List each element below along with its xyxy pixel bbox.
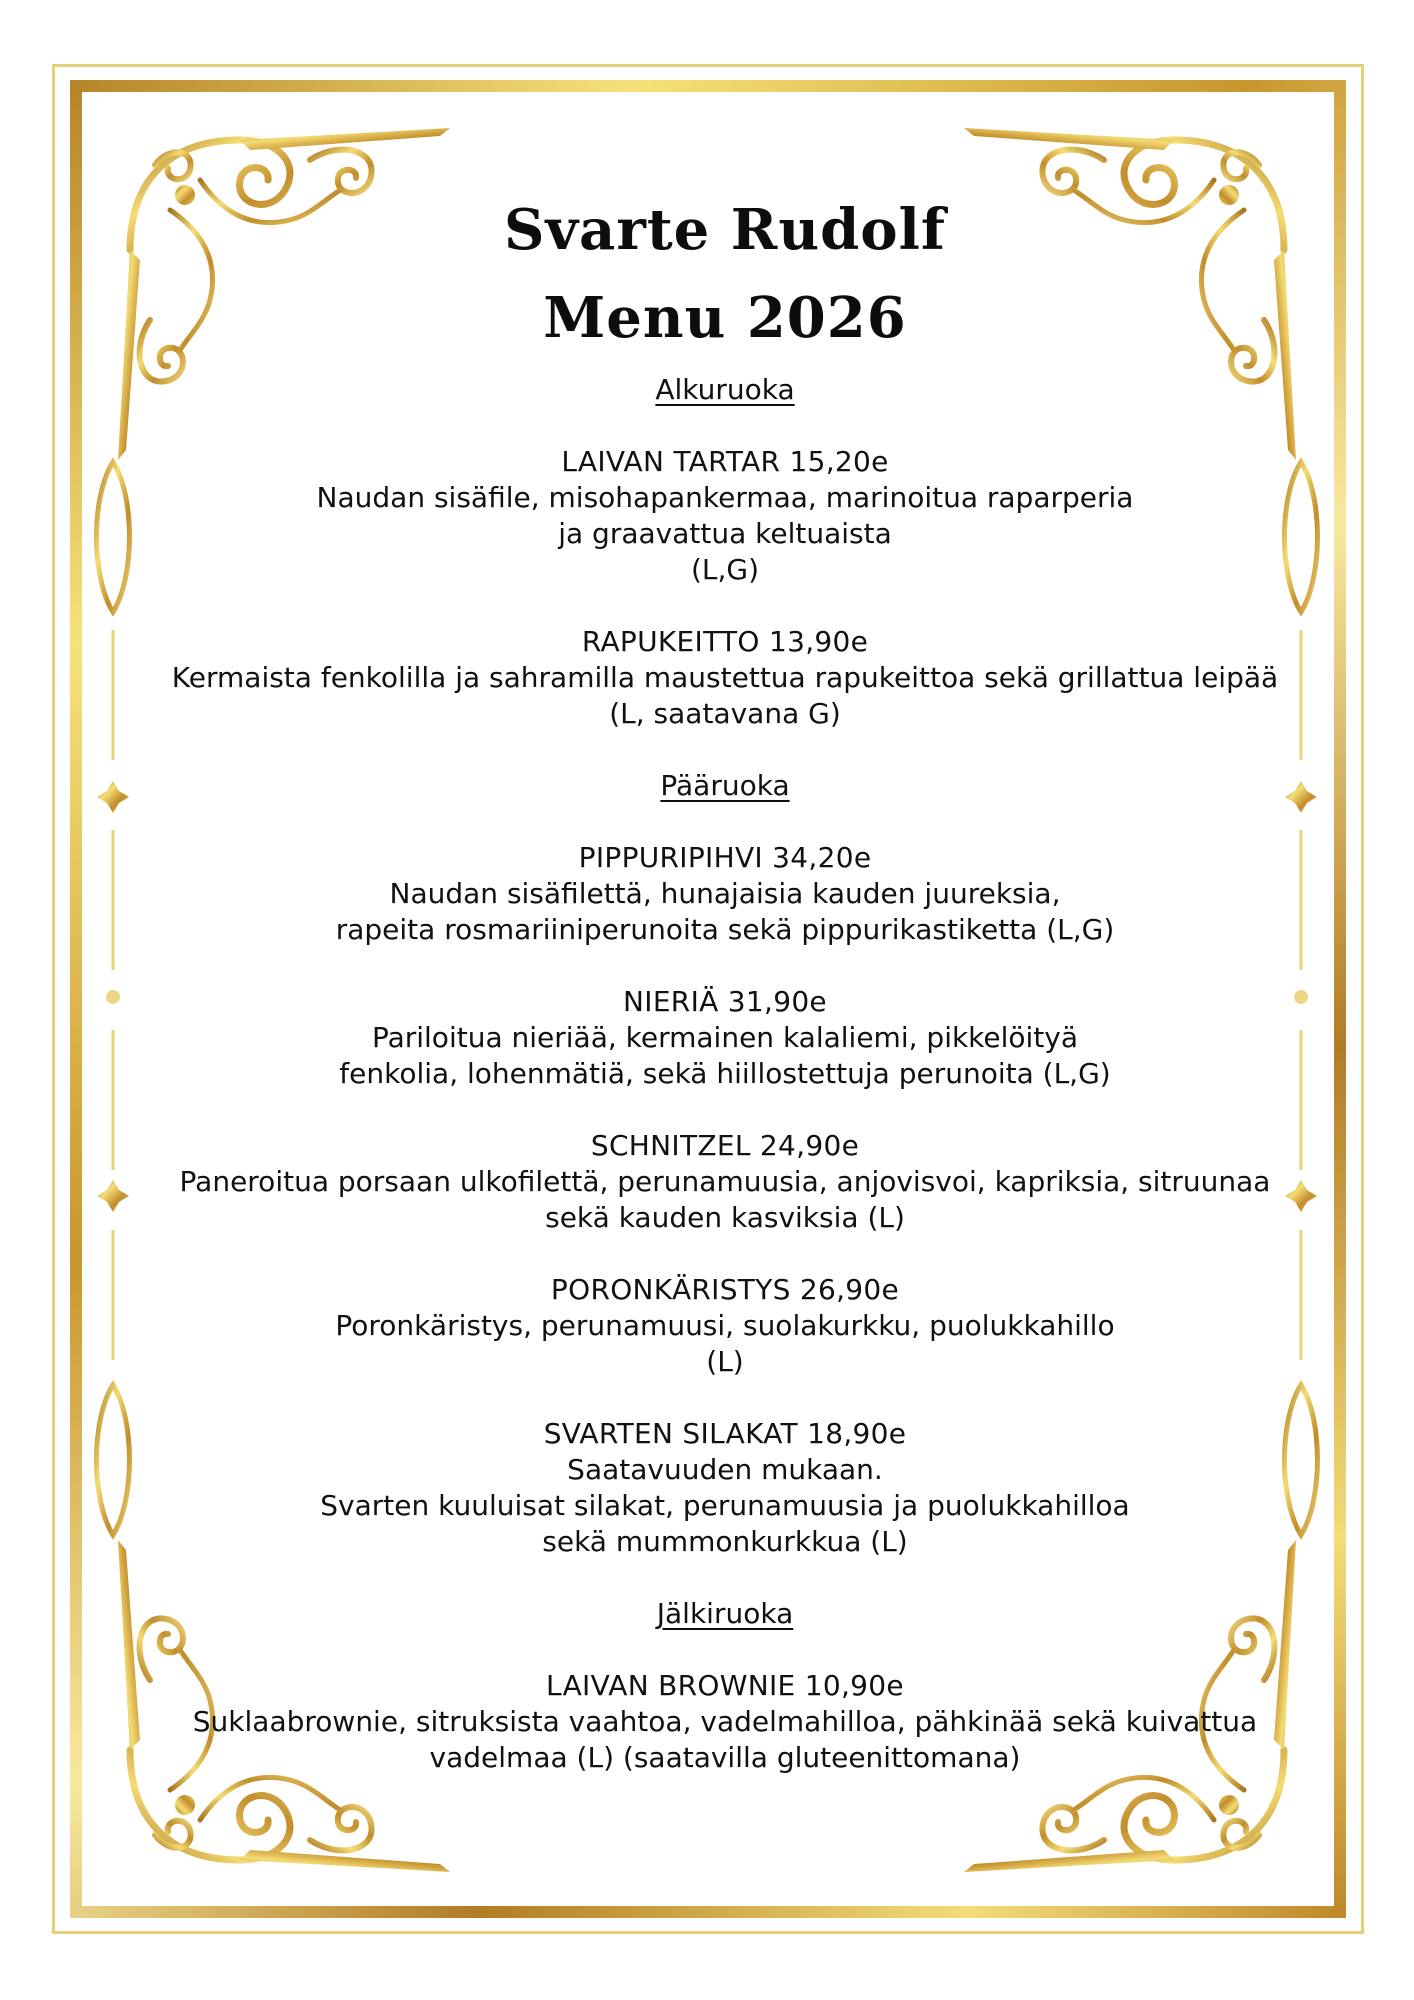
- dish-description: Naudan sisäfile, misohapankermaa, marinoitua raparperia: [316, 481, 1134, 514]
- dish-description: Saatavuuden mukaan.: [567, 1453, 883, 1486]
- dish-item: [150, 1668, 1300, 1776]
- section-heading-alkuruoka: Alkuruoka: [655, 373, 795, 406]
- dish-name: PORONKÄRISTYS 26,90e: [550, 1273, 900, 1306]
- dish-item: [150, 840, 1300, 948]
- dish-name: SCHNITZEL 24,90e: [590, 1129, 860, 1162]
- dish-description: Naudan sisäfilettä, hunajaisia kauden juureksia,: [389, 877, 1061, 910]
- dish-name: LAIVAN TARTAR 15,20e: [561, 445, 889, 478]
- dish-description: fenkolia, lohenmätiä, sekä hiillostettuja perunoita (L,G): [339, 1057, 1111, 1090]
- dish-description: Poronkäristys, perunamuusi, suolakurkku, puolukkahillo: [335, 1309, 1115, 1342]
- side-leaf-icon: [97, 1385, 130, 1535]
- dish-name: PIPPURIPIHVI 34,20e: [578, 841, 872, 874]
- menu-content: [150, 186, 1300, 1776]
- dish-description: vadelmaa (L) (saatavilla gluteenittomana): [429, 1741, 1021, 1774]
- dish-description: rapeita rosmariiniperunoita sekä pippurikastiketta (L,G): [335, 913, 1115, 946]
- dish-diet-info: (L,G): [690, 553, 760, 586]
- dish-item: [150, 1416, 1300, 1560]
- dish-name: NIERIÄ 31,90e: [623, 985, 827, 1018]
- restaurant-name: Svarte Rudolf: [504, 197, 946, 263]
- dish-description: Suklaabrownie, sitruksista vaahtoa, vadelmahilloa, pähkinää sekä kuivattua: [192, 1705, 1258, 1738]
- menu-year-title: Menu 2026: [543, 285, 907, 351]
- dish-description: Pariloitua nieriää, kermainen kalaliemi, pikkelöityä: [371, 1021, 1079, 1054]
- side-dot-icon: [106, 990, 120, 1004]
- dish-name: RAPUKEITTO 13,90e: [581, 625, 869, 658]
- dish-diet-info: (L, saatavana G): [609, 697, 841, 730]
- side-diamond-icon: [97, 781, 129, 813]
- dish-item: [150, 444, 1300, 588]
- dish-name: LAIVAN BROWNIE 10,90e: [546, 1669, 904, 1702]
- dish-item: [150, 1128, 1300, 1236]
- dish-diet-info: (L): [706, 1345, 744, 1378]
- dish-description: ja graavattua keltuaista: [558, 517, 892, 550]
- dish-description: sekä mummonkurkkua (L): [542, 1525, 908, 1558]
- dish-item: [150, 624, 1300, 732]
- section-heading-paaruoka: Pääruoka: [660, 769, 790, 802]
- section-heading-jalkiruoka: Jälkiruoka: [656, 1597, 794, 1630]
- side-diamond-icon: [97, 1180, 129, 1212]
- side-leaf-icon: [97, 462, 130, 612]
- dish-item: [150, 984, 1300, 1092]
- dish-description: Kermaista fenkolilla ja sahramilla maustettua rapukeittoa sekä grillattua leipää: [171, 661, 1279, 694]
- dish-description: sekä kauden kasviksia (L): [545, 1201, 905, 1234]
- dish-description: Svarten kuuluisat silakat, perunamuusia ja puolukkahilloa: [320, 1489, 1130, 1522]
- dish-description: Paneroitua porsaan ulkofilettä, perunamuusia, anjovisvoi, kapriksia, sitruunaa: [179, 1165, 1271, 1198]
- dish-name: SVARTEN SILAKAT 18,90e: [543, 1417, 907, 1450]
- dish-item: [150, 1272, 1300, 1380]
